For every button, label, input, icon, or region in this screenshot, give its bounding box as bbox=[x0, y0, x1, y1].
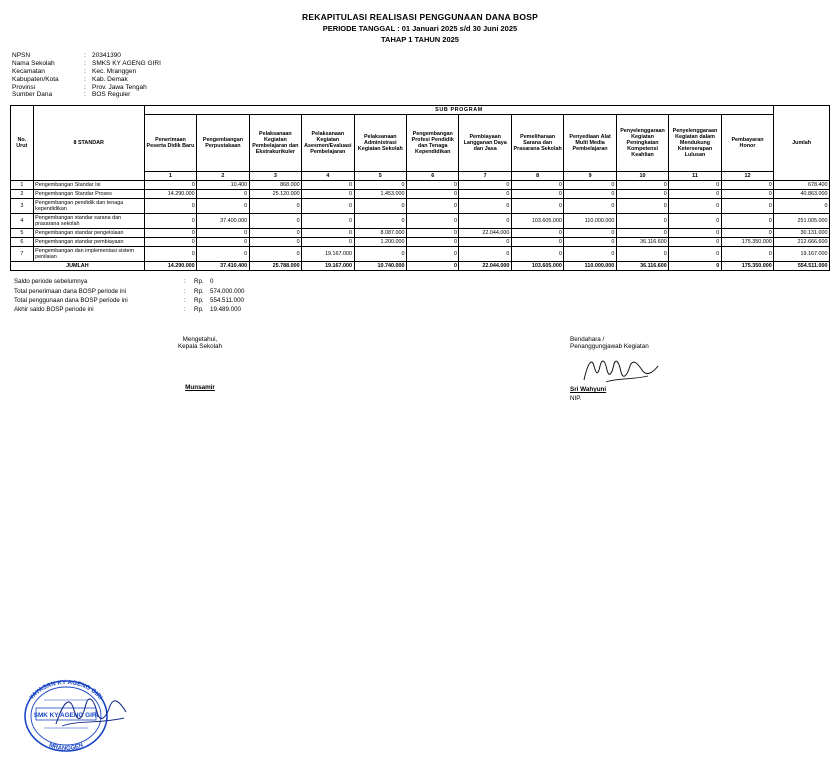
row-val-10: 0 bbox=[616, 247, 668, 262]
signature-left-name: Munsamir bbox=[185, 384, 215, 391]
signature-right-name: Sri Wahyuni bbox=[570, 386, 607, 393]
identity-table bbox=[12, 52, 161, 99]
total-val-8: 103.605.000 bbox=[511, 262, 563, 271]
recap-table-wrapper bbox=[10, 105, 830, 272]
row-val-9: 0 bbox=[564, 229, 616, 238]
signature-right-line2: Penanggungjawab Kegiatan bbox=[570, 343, 649, 350]
row-jumlah: 678.400 bbox=[774, 180, 830, 189]
row-val-4: 0 bbox=[302, 238, 354, 247]
row-val-2: 37.400.000 bbox=[197, 213, 249, 228]
stamp-mid-text: SMK KY AGENG GIRI bbox=[33, 712, 99, 719]
summary-label-total-penerimaan: Total penerimaan dana BOSP periode ini bbox=[14, 287, 127, 295]
row-standar: Pengembangan Standar Isi bbox=[33, 180, 144, 189]
summary-row-total-penerimaan bbox=[14, 286, 244, 295]
official-stamp bbox=[14, 674, 118, 758]
row-val-10: 36.116.600 bbox=[616, 238, 668, 247]
row-val-1: 0 bbox=[144, 229, 196, 238]
header-col-9: Penyediaan Alat Multi Media Pembelajaran bbox=[564, 114, 616, 171]
table-row bbox=[11, 198, 830, 213]
row-val-2: 0 bbox=[197, 229, 249, 238]
header-col-6: Pengembangan Profesi Pendidik dan Tenaga Kependidikan bbox=[407, 114, 459, 171]
school-identity bbox=[12, 52, 840, 99]
colnum-5: 5 bbox=[354, 171, 406, 180]
total-val-10: 36.116.600 bbox=[616, 262, 668, 271]
identity-sep-nama-sekolah: : bbox=[84, 60, 86, 68]
summary-row-saldo-sebelumnya bbox=[14, 277, 244, 286]
row-val-11: 0 bbox=[669, 213, 721, 228]
row-val-7: 0 bbox=[459, 238, 511, 247]
summary-label-akhir-saldo: Akhir saldo BOSP periode ini bbox=[14, 305, 94, 313]
row-val-8: 0 bbox=[511, 229, 563, 238]
stamp-top-text: YAYASAN KY AGENG GIRI bbox=[28, 678, 104, 702]
summary-sep-saldo-sebelumnya: : bbox=[184, 278, 186, 286]
table-row bbox=[11, 238, 830, 247]
header-col-10: Penyelenggaraan Kegiatan Peningkatan Kompetensi Keahlian bbox=[616, 114, 668, 171]
row-val-5: 0 bbox=[354, 198, 406, 213]
total-val-7: 22.044.000 bbox=[459, 262, 511, 271]
row-val-8: 103.605.000 bbox=[511, 213, 563, 228]
colnum-8: 8 bbox=[511, 171, 563, 180]
row-val-8: 0 bbox=[511, 238, 563, 247]
identity-sep-sumber-dana: : bbox=[84, 91, 86, 99]
header-col-12: Pembayaran Honor bbox=[721, 114, 774, 171]
row-val-5: 0 bbox=[354, 247, 406, 262]
summary-value-total-penggunaan: 554.511.000 bbox=[210, 296, 244, 304]
colnum-7: 7 bbox=[459, 171, 511, 180]
colnum-3: 3 bbox=[249, 171, 301, 180]
identity-row-kecamatan bbox=[12, 68, 161, 76]
total-val-9: 110.000.000 bbox=[564, 262, 616, 271]
header-col-11: Penyelenggaraan Kegiatan dalam Mendukung Keterserapan Lulusan bbox=[669, 114, 721, 171]
identity-value-sumber-dana: BOS Reguler bbox=[92, 91, 131, 99]
row-jumlah: 212.666.600 bbox=[774, 238, 830, 247]
row-val-4: 0 bbox=[302, 189, 354, 198]
row-no: 1 bbox=[11, 180, 34, 189]
signature-left bbox=[100, 336, 300, 391]
identity-sep-provinsi: : bbox=[84, 83, 86, 91]
summary-table bbox=[14, 277, 244, 314]
row-val-3: 0 bbox=[249, 247, 301, 262]
summary-rp-total-penerimaan: Rp. bbox=[194, 287, 204, 295]
signature-right-nip: NIP. bbox=[570, 395, 582, 402]
identity-row-kabupaten bbox=[12, 75, 161, 83]
row-val-6: 0 bbox=[407, 229, 459, 238]
summary-value-total-penerimaan: 574.000.000 bbox=[210, 287, 245, 295]
table-row bbox=[11, 213, 830, 228]
header-no-urut bbox=[11, 105, 34, 180]
total-label: JUMLAH bbox=[11, 262, 145, 271]
row-val-3: 868.000 bbox=[249, 180, 301, 189]
row-jumlah: 30.131.000 bbox=[774, 229, 830, 238]
row-val-12: 175.350.000 bbox=[721, 238, 774, 247]
row-val-12: 0 bbox=[721, 213, 774, 228]
row-val-8: 0 bbox=[511, 180, 563, 189]
row-val-2: 0 bbox=[197, 189, 249, 198]
row-val-6: 0 bbox=[407, 238, 459, 247]
row-val-12: 0 bbox=[721, 229, 774, 238]
row-no: 5 bbox=[11, 229, 34, 238]
row-val-9: 0 bbox=[564, 189, 616, 198]
row-val-4: 0 bbox=[302, 229, 354, 238]
row-val-12: 0 bbox=[721, 198, 774, 213]
row-val-10: 0 bbox=[616, 189, 668, 198]
row-val-9: 0 bbox=[564, 198, 616, 213]
identity-label-nama-sekolah: Nama Sekolah bbox=[12, 60, 55, 68]
identity-row-npsn bbox=[12, 52, 161, 60]
identity-label-kabupaten: Kabupaten/Kota bbox=[12, 75, 59, 83]
row-no: 7 bbox=[11, 247, 34, 262]
row-no: 2 bbox=[11, 189, 34, 198]
row-no: 4 bbox=[11, 213, 34, 228]
signature-left-line2: Kepala Sekolah bbox=[177, 343, 223, 350]
row-val-5: 8.087.000 bbox=[354, 229, 406, 238]
row-standar: Pengembangan Standar Proses bbox=[33, 189, 144, 198]
identity-value-provinsi: Prov. Jawa Tengah bbox=[92, 83, 147, 91]
row-standar: Pengembangan pendidik dan tenaga kependidikan bbox=[33, 198, 144, 213]
row-val-3: 0 bbox=[249, 229, 301, 238]
summary-rp-saldo-sebelumnya: Rp. bbox=[194, 278, 204, 286]
row-standar: Pengembangan standar pembiayaan bbox=[33, 238, 144, 247]
header-col-2: Pengembangan Perpustakaan bbox=[197, 114, 249, 171]
summary-rp-total-penggunaan: Rp. bbox=[194, 296, 204, 304]
summary-row-akhir-saldo bbox=[14, 305, 244, 314]
header-jumlah: Jumlah bbox=[774, 105, 830, 180]
page-subtitle-stage: TAHAP 1 TAHUN 2025 bbox=[381, 35, 459, 44]
table-row bbox=[11, 229, 830, 238]
row-val-2: 0 bbox=[197, 198, 249, 213]
row-val-9: 0 bbox=[564, 180, 616, 189]
total-val-12: 175.350.000 bbox=[721, 262, 774, 271]
header-col-4: Pelaksanaan Kegiatan Asesmen/Evaluasi Pembelajaran bbox=[302, 114, 354, 171]
row-val-7: 0 bbox=[459, 247, 511, 262]
identity-row-provinsi bbox=[12, 83, 161, 91]
stamp-bottom-text: MRANGGEN bbox=[47, 742, 85, 753]
header-col-5: Pelaksanaan Administrasi Kegiatan Sekolah bbox=[354, 114, 406, 171]
header-col-7: Pembiayaan Langganan Daya dan Jasa bbox=[459, 114, 511, 171]
row-val-10: 0 bbox=[616, 229, 668, 238]
table-total-row bbox=[11, 262, 830, 271]
row-standar: Pengembangan standar pengelolaan bbox=[33, 229, 144, 238]
headmaster-signature bbox=[48, 690, 144, 730]
row-val-11: 0 bbox=[669, 238, 721, 247]
row-no: 3 bbox=[11, 198, 34, 213]
row-val-2: 0 bbox=[197, 247, 249, 262]
table-row bbox=[11, 247, 830, 262]
signature-left-line1: Mengetahui, bbox=[182, 336, 218, 343]
identity-row-sumber-dana bbox=[12, 91, 161, 99]
row-val-6: 0 bbox=[407, 198, 459, 213]
row-val-1: 0 bbox=[144, 198, 196, 213]
row-jumlah: 40.863.000 bbox=[774, 189, 830, 198]
row-val-3: 0 bbox=[249, 198, 301, 213]
identity-label-kecamatan: Kecamatan bbox=[12, 67, 45, 75]
row-val-11: 0 bbox=[669, 247, 721, 262]
row-val-1: 0 bbox=[144, 213, 196, 228]
colnum-10: 10 bbox=[616, 171, 668, 180]
row-val-5: 1.453.000 bbox=[354, 189, 406, 198]
row-val-6: 0 bbox=[407, 247, 459, 262]
total-val-3: 25.788.000 bbox=[249, 262, 301, 271]
colnum-9: 9 bbox=[564, 171, 616, 180]
row-val-9: 110.000.000 bbox=[564, 213, 616, 228]
row-val-2: 0 bbox=[197, 238, 249, 247]
header-no-line1: No. bbox=[17, 136, 27, 143]
identity-value-nama-sekolah: SMKS KY AGENG GIRI bbox=[92, 60, 161, 68]
table-group-header-row bbox=[11, 105, 830, 114]
recap-table bbox=[10, 105, 830, 272]
identity-row-nama-sekolah bbox=[12, 60, 161, 68]
row-val-10: 0 bbox=[616, 213, 668, 228]
row-val-12: 0 bbox=[721, 247, 774, 262]
identity-sep-kecamatan: : bbox=[84, 67, 86, 75]
row-val-2: 10.400 bbox=[197, 180, 249, 189]
row-val-6: 0 bbox=[407, 213, 459, 228]
document-title-block bbox=[0, 0, 840, 44]
summary-value-akhir-saldo: 19.489.000 bbox=[210, 305, 241, 313]
row-val-3: 25.120.000 bbox=[249, 189, 301, 198]
total-val-2: 37.410.400 bbox=[197, 262, 249, 271]
row-val-3: 0 bbox=[249, 213, 301, 228]
row-val-4: 19.167.000 bbox=[302, 247, 354, 262]
identity-label-npsn: NPSN bbox=[12, 52, 31, 60]
summary-sep-total-penggunaan: : bbox=[184, 296, 186, 304]
summary-sep-total-penerimaan: : bbox=[184, 287, 186, 295]
identity-label-provinsi: Provinsi bbox=[12, 83, 36, 91]
row-val-3: 0 bbox=[249, 238, 301, 247]
row-val-4: 0 bbox=[302, 198, 354, 213]
total-val-11: 0 bbox=[669, 262, 721, 271]
header-col-1: Penerimaan Peserta Didik Baru bbox=[144, 114, 196, 171]
row-val-8: 0 bbox=[511, 189, 563, 198]
row-val-12: 0 bbox=[721, 180, 774, 189]
header-sub-program: SUB PROGRAM bbox=[144, 105, 774, 114]
table-row bbox=[11, 180, 830, 189]
row-val-5: 0 bbox=[354, 180, 406, 189]
colnum-12: 12 bbox=[721, 171, 774, 180]
summary-block bbox=[14, 277, 840, 314]
colnum-4: 4 bbox=[302, 171, 354, 180]
row-jumlah: 0 bbox=[774, 198, 830, 213]
row-val-4: 0 bbox=[302, 180, 354, 189]
identity-sep-npsn: : bbox=[84, 52, 86, 60]
page-title: REKAPITULASI REALISASI PENGGUNAAN DANA BOSP bbox=[302, 12, 538, 22]
colnum-2: 2 bbox=[197, 171, 249, 180]
row-val-1: 0 bbox=[144, 238, 196, 247]
identity-label-sumber-dana: Sumber Dana bbox=[12, 91, 53, 99]
summary-row-total-penggunaan bbox=[14, 296, 244, 305]
total-jumlah: 554.511.000 bbox=[774, 262, 830, 271]
row-val-5: 0 bbox=[354, 213, 406, 228]
row-val-8: 0 bbox=[511, 247, 563, 262]
row-jumlah: 251.005.000 bbox=[774, 213, 830, 228]
row-standar: Pengembangan standar sarana dan prasarana sekolah bbox=[33, 213, 144, 228]
summary-rp-akhir-saldo: Rp. bbox=[194, 305, 204, 313]
header-col-8: Pemeliharaan Sarana dan Prasarana Sekolah bbox=[511, 114, 563, 171]
identity-value-kecamatan: Kec. Mranggen bbox=[92, 67, 137, 75]
row-val-5: 1.200.000 bbox=[354, 238, 406, 247]
row-val-11: 0 bbox=[669, 198, 721, 213]
row-val-6: 0 bbox=[407, 180, 459, 189]
signature-right-line1: Bendahara / bbox=[570, 336, 605, 343]
total-val-5: 10.740.000 bbox=[354, 262, 406, 271]
summary-value-saldo-sebelumnya: 0 bbox=[210, 278, 214, 286]
table-row bbox=[11, 189, 830, 198]
row-val-11: 0 bbox=[669, 180, 721, 189]
total-val-6: 0 bbox=[407, 262, 459, 271]
row-val-11: 0 bbox=[669, 189, 721, 198]
total-val-1: 14.290.000 bbox=[144, 262, 196, 271]
svg-text:MRANGGEN bbox=[48, 743, 84, 752]
row-val-7: 0 bbox=[459, 189, 511, 198]
row-val-9: 0 bbox=[564, 247, 616, 262]
row-val-1: 0 bbox=[144, 247, 196, 262]
summary-label-total-penggunaan: Total penggunaan dana BOSP periode ini bbox=[14, 296, 128, 304]
handwritten-signature bbox=[578, 354, 668, 384]
row-val-7: 0 bbox=[459, 180, 511, 189]
signature-area bbox=[0, 336, 840, 753]
row-val-10: 0 bbox=[616, 198, 668, 213]
header-no-line2: Urut bbox=[16, 142, 28, 149]
row-val-9: 0 bbox=[564, 238, 616, 247]
row-val-7: 0 bbox=[459, 213, 511, 228]
colnum-6: 6 bbox=[407, 171, 459, 180]
summary-sep-akhir-saldo: : bbox=[184, 305, 186, 313]
header-8-standar: 8 STANDAR bbox=[33, 105, 144, 180]
row-val-4: 0 bbox=[302, 213, 354, 228]
row-val-7: 0 bbox=[459, 198, 511, 213]
page-subtitle-period: PERIODE TANGGAL : 01 Januari 2025 s/d 30 Juni 2025 bbox=[322, 24, 518, 33]
row-no: 6 bbox=[11, 238, 34, 247]
header-col-3: Pelaksanaan Kegiatan Pembelajaran dan Ekstrakurikuler bbox=[249, 114, 301, 171]
row-val-11: 0 bbox=[669, 229, 721, 238]
summary-label-saldo-sebelumnya: Saldo periode sebelumnya bbox=[14, 278, 88, 286]
identity-sep-kabupaten: : bbox=[84, 75, 86, 83]
row-val-10: 0 bbox=[616, 180, 668, 189]
row-val-1: 14.290.000 bbox=[144, 189, 196, 198]
row-standar: Pengembangan dan implementasi sistem penilaian bbox=[33, 247, 144, 262]
total-val-4: 19.167.000 bbox=[302, 262, 354, 271]
identity-value-kabupaten: Kab. Demak bbox=[92, 75, 128, 83]
signature-right bbox=[570, 336, 780, 402]
row-val-7: 22.044.000 bbox=[459, 229, 511, 238]
colnum-1: 1 bbox=[144, 171, 196, 180]
colnum-11: 11 bbox=[669, 171, 721, 180]
row-val-8: 0 bbox=[511, 198, 563, 213]
row-val-6: 0 bbox=[407, 189, 459, 198]
identity-value-npsn: 20341390 bbox=[92, 52, 121, 60]
row-val-1: 0 bbox=[144, 180, 196, 189]
row-jumlah: 19.167.000 bbox=[774, 247, 830, 262]
row-val-12: 0 bbox=[721, 189, 774, 198]
